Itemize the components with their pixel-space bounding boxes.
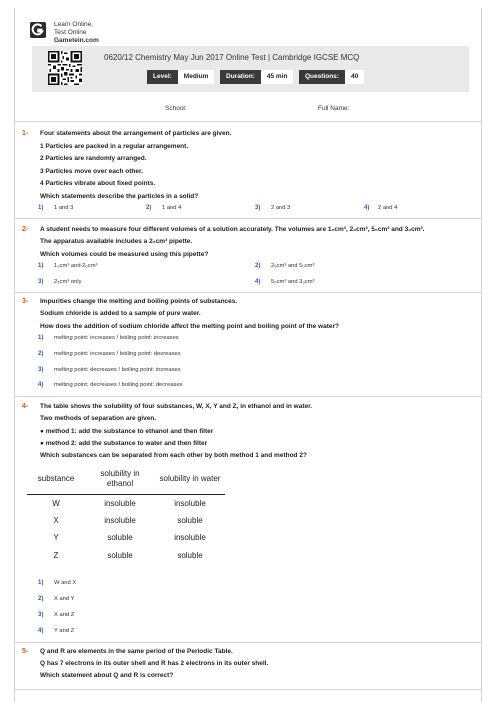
table-row [27, 512, 225, 530]
question-number: 2- [22, 226, 29, 233]
option-text[interactable]: 1₀cm³ and 2₀cm³ [54, 263, 98, 269]
question-text: 2 Particles are randomly arranged. [40, 155, 147, 162]
question-number: 1- [22, 130, 29, 137]
table-header-cell: solubility in water [155, 466, 225, 494]
duration-value: 45 min [261, 70, 294, 84]
level-label: Level: [147, 70, 178, 84]
question-text: How does the addition of sodium chloride affect the melting point and boiling point of the water? [40, 323, 339, 330]
option-number[interactable]: 3) [38, 279, 44, 285]
table-cell: insoluble [174, 533, 206, 543]
option-number[interactable]: 2) [146, 205, 152, 211]
option-number[interactable]: 4) [38, 382, 44, 388]
table-cell: insoluble [104, 498, 136, 508]
question-text: Impurities change the melting and boiling points of substances. [40, 298, 238, 305]
divider [14, 396, 482, 397]
option-number[interactable]: 3) [255, 205, 261, 211]
option-text[interactable]: 2₅cm³ and 5₀cm³ [271, 263, 315, 269]
option-text[interactable]: X and Z [54, 612, 75, 618]
table-row [27, 529, 225, 547]
option-number[interactable]: 2) [255, 263, 261, 269]
level-stat [147, 70, 214, 84]
question-text: Which substances can be separated from each other by both method 1 and method 2? [40, 452, 307, 459]
option-text[interactable]: 2₅cm³ only [54, 279, 82, 285]
option-text[interactable]: melting point: increases / boiling point: decreases [54, 351, 181, 357]
divider [14, 292, 482, 293]
brand-site[interactable]: Gametein.com [54, 37, 99, 44]
table-cell: soluble [177, 550, 203, 560]
divider [14, 121, 482, 122]
option-number[interactable]: 1) [38, 205, 44, 211]
question-text: Which statement about Q and R is correct? [40, 672, 174, 679]
question-text: Four statements about the arrangement of particles are given. [40, 130, 232, 137]
qr-code-icon [48, 51, 82, 85]
duration-stat [220, 70, 293, 84]
divider [14, 642, 482, 643]
table-header-cell: solubility in ethanol [85, 466, 155, 494]
question-text: A student needs to measure four different volumes of a solution accurately. The volumes are 1₀cm³, 2₀cm³, 5₀cm³ and 3₀cm³. [40, 226, 425, 233]
question-number: 5- [22, 648, 29, 655]
option-text[interactable]: 1 and 3 [54, 205, 74, 211]
test-info-box [32, 46, 469, 92]
question-text: Q has 7 electrons in its outer shell and R has 2 electrons in its outer shell. [40, 660, 269, 667]
option-number[interactable]: 1) [38, 335, 44, 341]
option-number[interactable]: 3) [38, 367, 44, 373]
question-text: ● method 2: add the substance to water and then filter [40, 440, 208, 447]
table-row [27, 494, 225, 512]
brand-text [54, 21, 99, 45]
question-text: ● method 1: add the substance to ethanol and then filter [40, 428, 214, 435]
brand-tagline: Learn Online, Test Online [54, 21, 94, 36]
option-text[interactable]: melting point: increases / boiling point: increases [54, 335, 179, 341]
option-text[interactable]: 1 and 4 [162, 205, 182, 211]
question-number: 3- [22, 298, 29, 305]
duration-label: Duration: [220, 70, 261, 84]
question-number: 4- [22, 403, 29, 410]
level-value: Medium [178, 70, 215, 84]
option-text[interactable]: 2 and 4 [378, 205, 398, 211]
question-text: Sodium chloride is added to a sample of pure water. [40, 310, 201, 317]
divider [14, 689, 482, 690]
table-cell: X [53, 515, 59, 525]
table-header-row [27, 466, 225, 494]
option-number[interactable]: 1) [38, 580, 44, 586]
option-number[interactable]: 4) [364, 205, 370, 211]
option-text[interactable]: 2 and 3 [271, 205, 291, 211]
table-header-cell: substance [27, 466, 85, 494]
question-text: 3 Particles move over each other. [40, 168, 143, 175]
solubility-table [27, 466, 225, 564]
question-text: Which volumes could be measured using this pipette? [40, 251, 209, 258]
option-number[interactable]: 1) [38, 263, 44, 269]
question-text: Two methods of separation are given. [40, 415, 157, 422]
gametein-logo-icon [30, 22, 46, 38]
question-text: 4 Particles vibrate about fixed points. [40, 180, 156, 187]
option-number[interactable]: 4) [255, 279, 261, 285]
option-text[interactable]: melting point: decreases / boiling point: decreases [54, 382, 183, 388]
option-text[interactable]: W and X [54, 580, 77, 586]
questions-stat [299, 70, 364, 84]
table-cell: W [52, 498, 60, 508]
table-cell: insoluble [104, 515, 136, 525]
table-cell: Z [53, 550, 59, 560]
divider [14, 218, 482, 219]
question-text: The apparatus available includes a 2₅cm³ pipette. [40, 238, 193, 245]
option-text[interactable]: Y and Z [54, 628, 75, 634]
table-cell: soluble [107, 533, 133, 543]
school-label[interactable]: School: [165, 105, 187, 112]
questions-label: Questions: [299, 70, 345, 84]
option-number[interactable]: 2) [38, 351, 44, 357]
option-text[interactable]: X and Y [54, 596, 75, 602]
option-number[interactable]: 2) [38, 596, 44, 602]
option-text[interactable]: melting point: decreases / boiling point: increases [54, 367, 181, 373]
test-title: 0620/12 Chemistry May Jun 2017 Online Test | Cambridge IGCSE MCQ [104, 53, 360, 62]
fullname-label[interactable]: Full Name: [318, 105, 350, 112]
question-text: Q and R are elements in the same period of the Periodic Table. [40, 648, 233, 655]
table-cell: soluble [107, 550, 133, 560]
question-text: Which statements describe the particles in a solid? [40, 193, 199, 200]
option-number[interactable]: 3) [38, 612, 44, 618]
table-cell: soluble [177, 515, 203, 525]
option-text[interactable]: 5₀cm³ and 3₀cm³ [271, 279, 315, 285]
option-number[interactable]: 4) [38, 628, 44, 634]
question-text: 1 Particles are packed in a regular arrangement. [40, 143, 189, 150]
question-text: The table shows the solubility of four substances, W, X, Y and Z, in ethanol and in water. [40, 403, 313, 410]
table-cell: insoluble [174, 498, 206, 508]
table-row [27, 547, 225, 565]
questions-value: 40 [345, 70, 364, 84]
table-cell: Y [53, 533, 59, 543]
